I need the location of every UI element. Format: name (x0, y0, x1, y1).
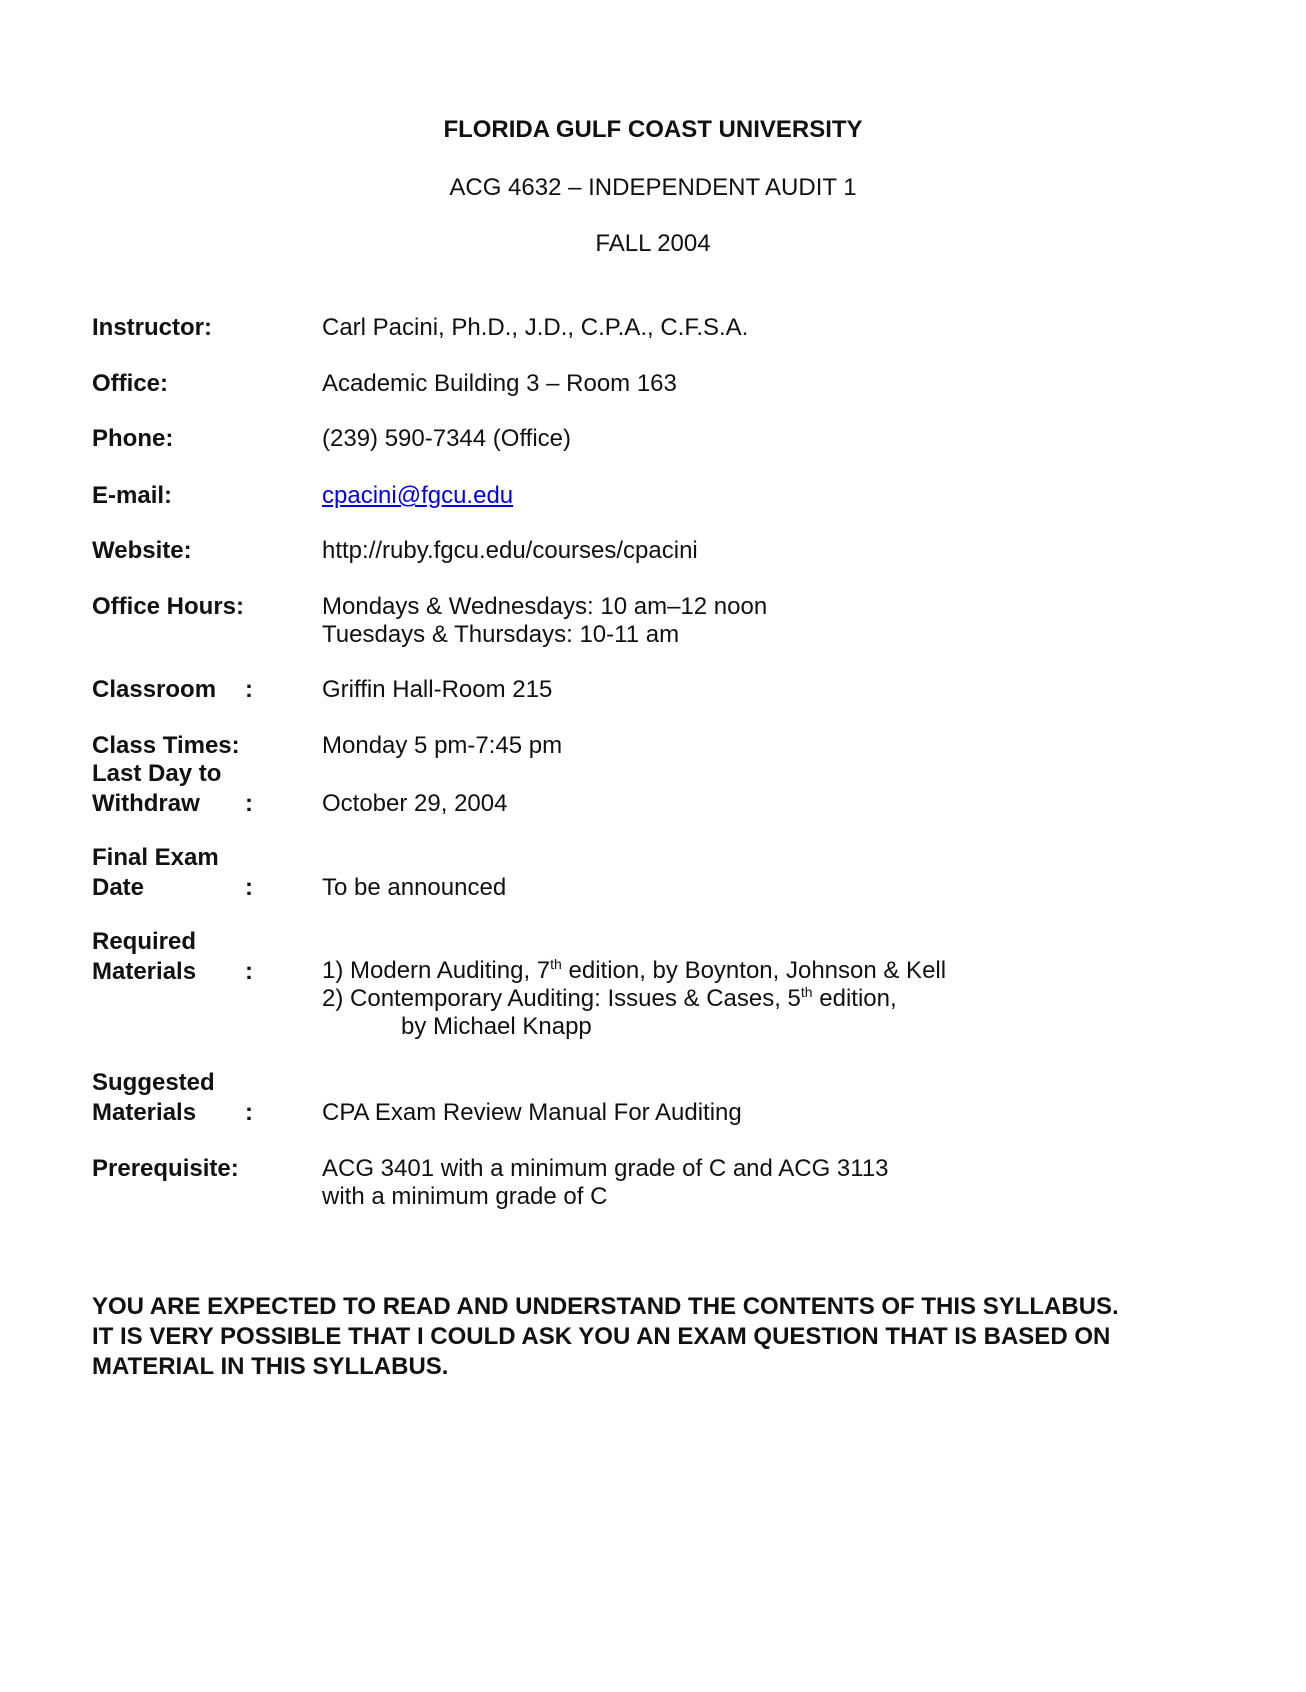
suggested-materials-label (92, 1068, 312, 1128)
last-day-label (92, 759, 312, 819)
term-title: FALL 2004 (595, 230, 711, 257)
required-item-1-text: 1) Modern Auditing, 7 (322, 957, 551, 984)
classroom-colon: : (245, 676, 253, 703)
suggested-colon: : (245, 1099, 253, 1126)
prerequisite-line-1: ACG 3401 with a minimum grade of C and ACG 3113 (322, 1155, 889, 1182)
required-colon: : (245, 958, 253, 985)
last-day-label-line-2: Withdraw (92, 790, 200, 817)
phone-label: Phone: (92, 425, 174, 452)
phone-value: (239) 590-7344 (Office) (322, 425, 572, 452)
suggested-label-line-1: Suggested (92, 1069, 215, 1096)
final-exam-value: To be announced (322, 874, 507, 901)
final-exam-colon: : (245, 874, 253, 901)
instructor-label: Instructor: (92, 314, 212, 341)
final-exam-label-line-1: Final Exam (92, 844, 219, 871)
office-hours-label: Office Hours: (92, 593, 245, 620)
notice-line-3: MATERIAL IN THIS SYLLABUS. (92, 1353, 449, 1380)
last-day-colon: : (245, 790, 253, 817)
office-hours-value (322, 593, 1222, 649)
required-item-2 (322, 985, 1222, 1013)
class-times-label: Class Times: (92, 732, 240, 759)
required-label-line-2: Materials (92, 958, 197, 985)
required-materials-value (322, 957, 1222, 1041)
university-title: FLORIDA GULF COAST UNIVERSITY (443, 116, 863, 143)
office-hours-line-2: Tuesdays & Thursdays: 10-11 am (322, 621, 680, 648)
last-day-label-line-1: Last Day to (92, 760, 222, 787)
required-item-2-text: 2) Contemporary Auditing: Issues & Cases, 5 (322, 985, 801, 1012)
classroom-label (92, 675, 312, 705)
last-day-value: October 29, 2004 (322, 790, 508, 817)
required-item-2-sup: th (800, 984, 813, 1000)
website-value: http://ruby.fgcu.edu/courses/cpacini (322, 537, 698, 564)
class-times-value: Monday 5 pm-7:45 pm (322, 732, 563, 759)
email-link[interactable]: cpacini@fgcu.edu (322, 482, 514, 509)
email-value (322, 482, 1222, 510)
notice-line-2: IT IS VERY POSSIBLE THAT I COULD ASK YOU AN EXAM QUESTION THAT IS BASED ON (92, 1323, 1111, 1350)
required-item-1 (322, 957, 1222, 985)
required-item-2-rest: edition, (812, 985, 897, 1012)
required-item-1-rest: edition, by Boynton, Johnson & Kell (561, 957, 947, 984)
office-hours-line-1: Mondays & Wednesdays: 10 am–12 noon (322, 593, 768, 620)
website-label: Website: (92, 537, 192, 564)
required-label-line-1: Required (92, 928, 197, 955)
required-materials-label (92, 927, 312, 987)
required-item-2-continued: by Michael Knapp (401, 1013, 592, 1040)
suggested-label-line-2: Materials (92, 1099, 197, 1126)
email-label: E-mail: (92, 482, 173, 509)
course-title: ACG 4632 – INDEPENDENT AUDIT 1 (449, 174, 857, 201)
instructor-value: Carl Pacini, Ph.D., J.D., C.P.A., C.F.S.A. (322, 314, 749, 341)
notice-line-1: YOU ARE EXPECTED TO READ AND UNDERSTAND THE CONTENTS OF THIS SYLLABUS. (92, 1293, 1119, 1320)
classroom-value: Griffin Hall-Room 215 (322, 676, 553, 703)
prerequisite-label: Prerequisite: (92, 1155, 239, 1182)
syllabus-notice (92, 1292, 1242, 1382)
office-value: Academic Building 3 – Room 163 (322, 370, 677, 397)
suggested-materials-value: CPA Exam Review Manual For Auditing (322, 1099, 742, 1126)
classroom-label-text: Classroom (92, 676, 217, 703)
office-label: Office: (92, 370, 169, 397)
required-item-1-sup: th (550, 956, 562, 972)
final-exam-label-line-2: Date (92, 874, 145, 901)
prerequisite-line-2: with a minimum grade of C (322, 1183, 608, 1210)
final-exam-label (92, 843, 312, 903)
prerequisite-value (322, 1155, 1222, 1211)
